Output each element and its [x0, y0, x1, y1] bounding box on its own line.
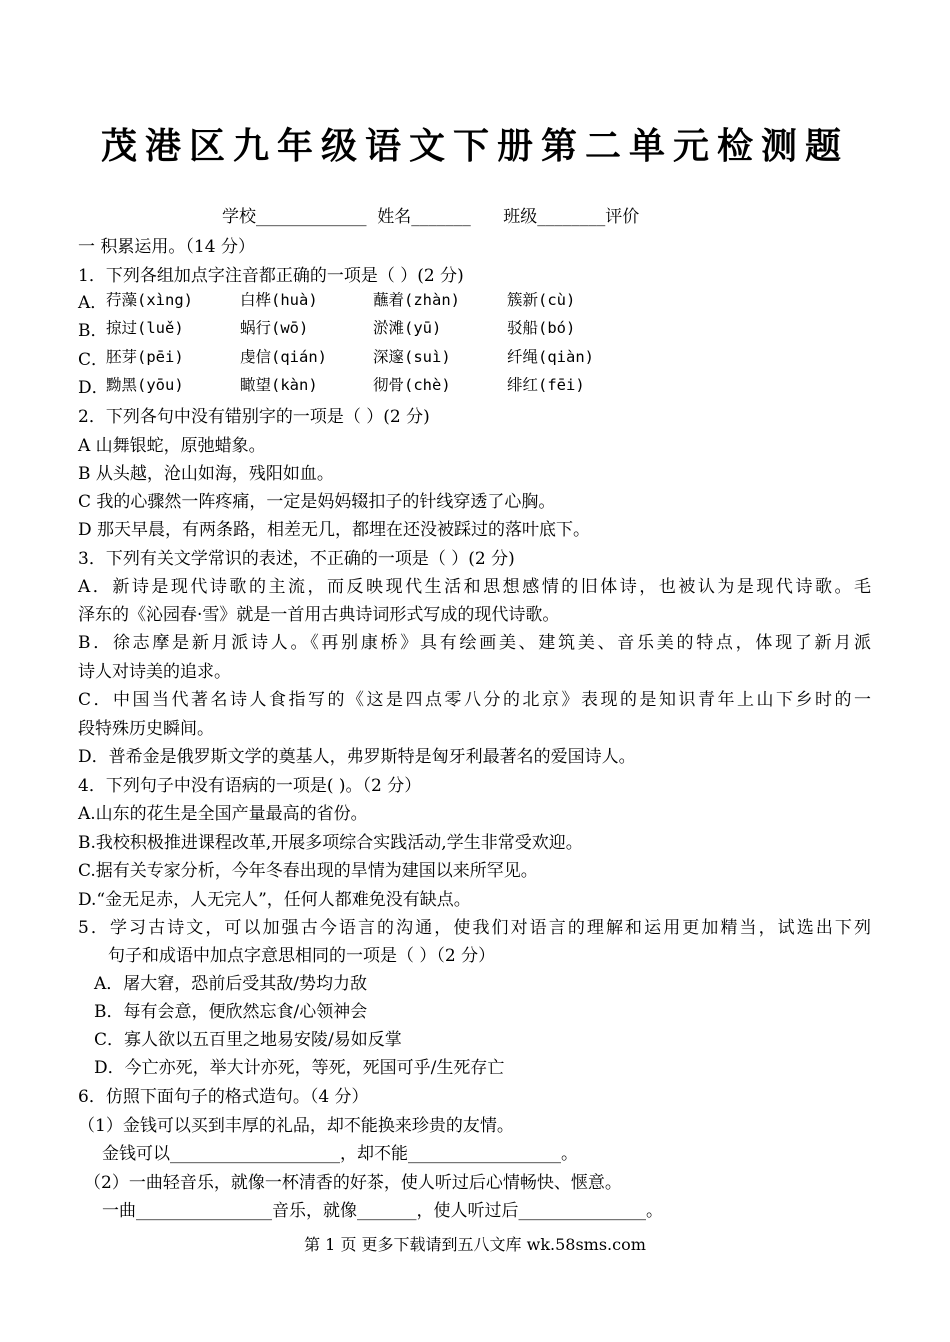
q1-option-word: 簇新(cù)	[507, 291, 576, 309]
q1-option-letter: C．	[78, 350, 109, 370]
q4-option-c: C.据有关专家分析，今年冬春出现的旱情为建国以来所罕见。	[78, 861, 538, 881]
q1-option-word: 驳船(bó)	[507, 319, 576, 337]
q3-option-b-line1: B．徐志摩是新月派诗人。《再别康桥》具有绘画美、建筑美、音乐美的特点，体现了新月派	[78, 633, 871, 653]
q1-option-word: 白桦(huà)	[240, 291, 318, 309]
q6-answer-line-2: 一曲________________音乐，就像_______，使人听过后_______________。	[102, 1201, 663, 1221]
q3-stem: 3．下列有关文学常识的表述，不正确的一项是（ ）(2 分)	[78, 549, 515, 569]
q1-option-word: 荇藻(xìng)	[106, 291, 193, 309]
q5-stem-line2: 句子和成语中加点字意思相同的一项是（ ）（2 分）	[108, 946, 496, 966]
q1-option-word: 虔信(qián)	[240, 348, 327, 366]
q4-option-a: A.山东的花生是全国产量最高的省份。	[78, 804, 368, 824]
q1-option-word: 深邃(suì)	[373, 348, 451, 366]
q1-option-word: 黝黑(yōu)	[106, 376, 184, 394]
q2-option-c: C 我的心骤然一阵疼痛，一定是妈妈辍扣子的针线穿透了心胸。	[78, 492, 556, 512]
q1-option-word: 淤滩(yū)	[373, 319, 442, 337]
q1-stem: 1．下列各组加点字注音都正确的一项是（ ）(2 分)	[78, 266, 464, 286]
q5-option-c: C．寡人欲以五百里之地易安陵/易如反掌	[94, 1030, 402, 1050]
q2-stem: 2．下列各句中没有错别字的一项是（ ）(2 分)	[78, 407, 430, 427]
q1-option-word: 瞰望(kàn)	[240, 376, 318, 394]
q6-prompt-2: （2）一曲轻音乐，就像一杯清香的好茶，使人听过后心情畅快、惬意。	[84, 1173, 622, 1193]
q1-option-word: 蘸着(zhàn)	[373, 291, 460, 309]
q4-option-d: D.“金无足赤，人无完人”，任何人都难免没有缺点。	[78, 890, 471, 910]
q6-prompt-1: （1）金钱可以买到丰厚的礼品，却不能换来珍贵的友情。	[78, 1116, 514, 1136]
q2-option-a: A 山舞银蛇，原弛蜡象。	[78, 436, 266, 456]
student-info-line: 学校_____________ 姓名_______ 班级________评价	[222, 207, 640, 227]
q1-option-word: 彻骨(chè)	[373, 376, 451, 394]
q1-option-word: 纤绳(qiàn)	[507, 348, 594, 366]
q3-option-a-line1: A．新诗是现代诗歌的主流，而反映现代生活和思想感情的旧体诗，也被认为是现代诗歌。毛	[78, 577, 871, 597]
q3-option-d: D．普希金是俄罗斯文学的奠基人，弗罗斯特是匈牙利最著名的爱国诗人。	[78, 747, 636, 767]
q6-stem: 6．仿照下面句子的格式造句。（4 分）	[78, 1087, 369, 1107]
q3-option-c-line1: C．中国当代著名诗人食指写的《这是四点零八分的北京》表现的是知识青年上山下乡时的一	[78, 690, 871, 710]
q3-option-c-line2: 段特殊历史瞬间。	[78, 719, 214, 739]
q2-option-b: B 从头越，沧山如海，残阳如血。	[78, 464, 334, 484]
q1-option-letter: D．	[78, 378, 109, 398]
q3-option-b-line2: 诗人对诗美的追求。	[78, 662, 231, 682]
q6-answer-line-1: 金钱可以____________________，却不能__________________。	[102, 1144, 578, 1164]
q5-option-b: B．每有会意，便欣然忘食/心领神会	[94, 1002, 368, 1022]
q5-stem-line1: 5．学习古诗文，可以加强古今语言的沟通，使我们对语言的理解和运用更加精当，试选出下列	[78, 918, 871, 938]
page-footer: 第 1 页 更多下载请到五八文库 wk.58sms.com	[304, 1235, 646, 1254]
q1-option-word: 绯红(fēi)	[507, 376, 585, 394]
q5-option-d: D．今亡亦死，举大计亦死，等死，死国可乎/生死存亡	[94, 1058, 505, 1078]
section-heading: 一 积累运用。（14 分）	[78, 237, 255, 257]
q2-option-d: D 那天早晨，有两条路，相差无几，都埋在还没被踩过的落叶底下。	[78, 520, 591, 540]
q4-option-b: B.我校积极推进课程改革,开展多项综合实践活动,学生非常受欢迎。	[78, 833, 583, 853]
q1-option-word: 掠过(luě)	[106, 319, 184, 337]
q1-option-letter: B．	[78, 321, 108, 341]
q1-option-word: 蜗行(wō)	[240, 319, 309, 337]
page-title: 茂港区九年级语文下册第二单元检测题	[100, 125, 849, 167]
q1-option-letter: A．	[78, 293, 108, 313]
q5-option-a: A．屠大窘，恐前后受其敌/势均力敌	[94, 974, 368, 994]
q3-option-a-line2: 泽东的《沁园春·雪》就是一首用古典诗词形式写成的现代诗歌。	[78, 605, 560, 625]
q1-option-word: 胚芽(pēi)	[106, 348, 184, 366]
q4-stem: 4．下列句子中没有语病的一项是( )。（2 分）	[78, 776, 422, 796]
